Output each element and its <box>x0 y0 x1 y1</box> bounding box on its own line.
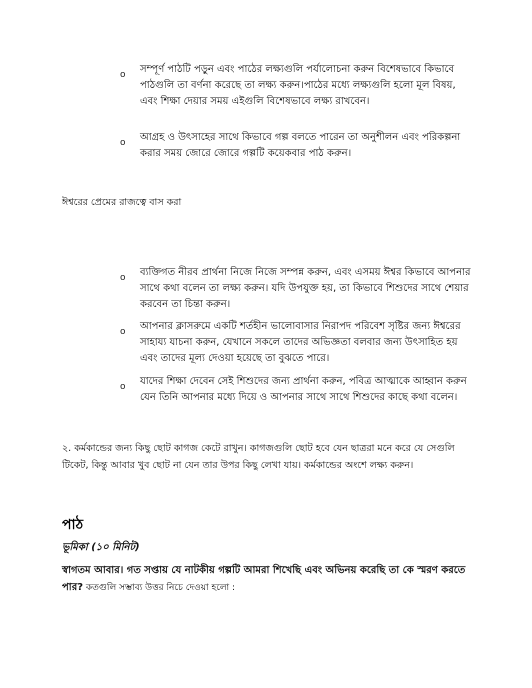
list-item: যাদের শিক্ষা দেবেন সেই শিশুদের জন্য প্রার্থনা করুন, পবিত্র আত্মাকে আহ্বান করুন যেন তিনি আপনার মধ্যে দিয়ে ও আপনার সাথে সাথে শিশুদের কাছে কথা বলেন। <box>140 376 467 403</box>
bullet-marker: o <box>120 273 126 283</box>
bullet-marker: o <box>120 70 126 80</box>
lead-paragraph <box>62 562 482 597</box>
lead-question: স্বাগতম আবার। গত সপ্তায় যে নাটকীয় গল্পটি আমরা শিখেছি এবং অভিনয় করেছি তা কে স্মরণ করতে পার? <box>62 565 466 593</box>
bullet-marker: o <box>120 382 126 392</box>
list-item: আপনার ক্লাসরুমে একটি শর্তহীন ভালোবাসার নিরাপদ পরিবেশ সৃষ্টির জন্য ঈশ্বরের সাহায্য যাচনা করুন, যেখানে সকলে তাদের অভিজ্ঞতা বলবার জন্য উৎসাহিত হয় এবং তাদের মূল্য দেওয়া হয়েছে তা বুঝতে পারে। <box>140 321 461 364</box>
section-title: ঈশ্বরের প্রেমের রাজত্বে বাস করা <box>62 197 182 208</box>
list-item: সম্পূর্ণ পাঠটি পড়ুন এবং পাঠের লক্ষ্যগুলি পর্যালোচনা করুন বিশেষভাবে কিভাবে পাঠগুলি তা বর্ণনা করেছে তা লক্ষ্য করুন।পাঠের মধ্যে লক্ষ্যগুলি হলো মূল বিষয়, এবং শিক্ষা দেয়ার সময় এইগুলি বিশেষভাবে লক্ষ্য রাখবেন। <box>140 64 456 107</box>
lesson-heading: পাঠ <box>62 517 84 533</box>
list-item: ব্যক্তিগত নীরব প্রার্থনা নিজে নিজে সম্পন্ন করুন, এবং এসময় ঈশ্বর কিভাবে আপনার সাথে কথা বলেন তা লক্ষ্য করুন। যদি উপযুক্ত হয়, তা কিভাবে শিশুদের সাথে শেয়ার করবেন তা চিন্তা করুন। <box>140 267 471 310</box>
list-item: আগ্রহ ও উৎসাহের সাথে কিভাবে গল্প বলতে পারেন তা অনুশীলন এবং পরিকল্পনা করার সময় জোরে জোরে গল্পটি কয়েকবার পাঠ করুন। <box>140 132 461 159</box>
bullet-marker: o <box>120 327 126 337</box>
intro-label: ভূমিকা (১০ মিনিট) <box>62 542 140 553</box>
bullet-marker: o <box>120 138 126 148</box>
instruction-paragraph: ২. কর্মকান্ডের জন্য কিছু ছোট কাগজ কেটে রাখুন। কাগজগুলি ছোট হবে যেন ছাত্ররা মনে করে যে সেগুলি টিকেট, কিন্তু আবার খুব ছোট না যেন তার উপর কিছু লেখা যায়। কর্মকান্ডের অংশে লক্ষ্য করুন। <box>62 443 455 471</box>
lead-note: কতগুলি সম্ভাব্য উত্তর নিচে দেওয়া হলো : <box>83 583 236 593</box>
